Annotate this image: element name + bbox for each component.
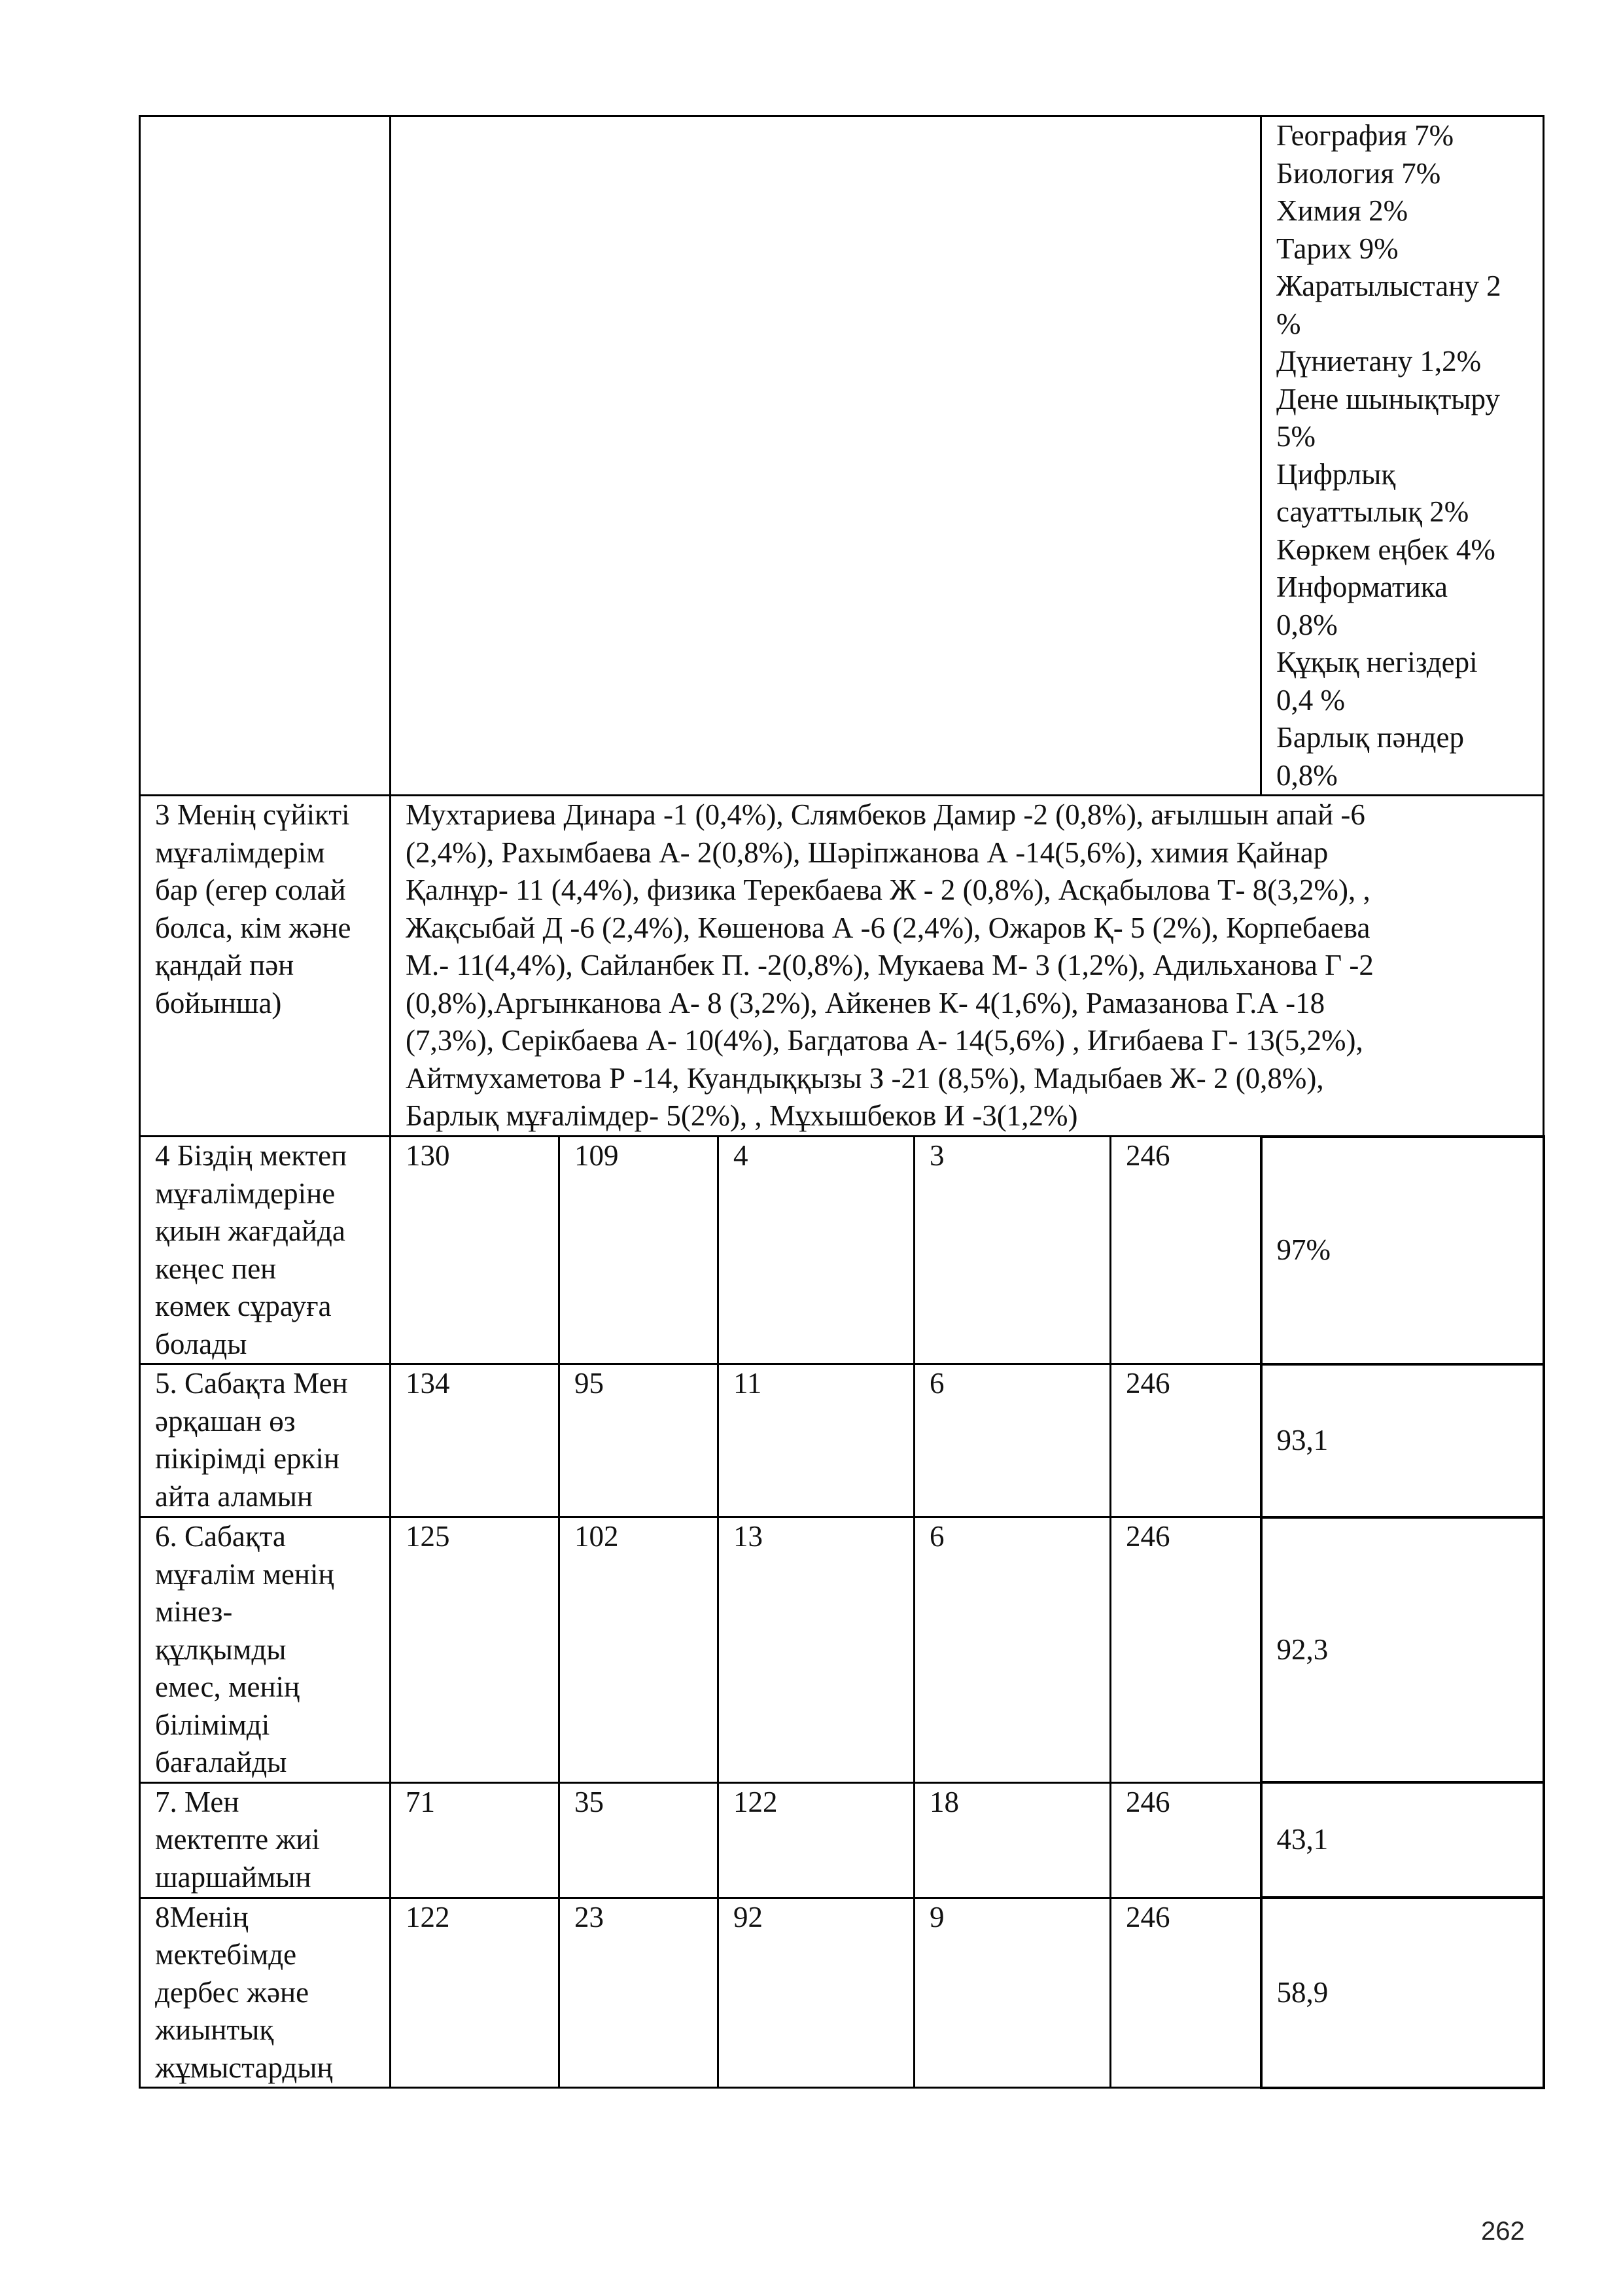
count-cell: 122 <box>391 1898 559 2088</box>
count-cell: 122 <box>718 1782 915 1898</box>
question-label-cell <box>140 1517 391 1783</box>
count-cell: 4 <box>718 1137 915 1364</box>
teacher-list-line: (2,4%), Рахымбаева А- 2(0,8%), Шәріпжанова А -14(5,6%), химия Қайнар <box>406 836 1329 869</box>
question-label-line: кеңес пен <box>155 1252 277 1285</box>
count-cell: 134 <box>391 1364 559 1517</box>
question-label-line: жиынтық <box>155 2013 274 2046</box>
subject-line: Дене шынықтыру <box>1276 382 1500 415</box>
count-cell: 23 <box>559 1898 718 2088</box>
count-cell: 246 <box>1111 1137 1261 1364</box>
teacher-list-line: Айтмухаметова Р -14, Куандыққызы З -21 (8,5%), Мадыбаев Ж- 2 (0,8%), <box>406 1061 1324 1095</box>
subject-line: 0,8% <box>1276 758 1338 792</box>
count-cell: 125 <box>391 1517 559 1783</box>
count-cell: 95 <box>559 1364 718 1517</box>
count-cell: 246 <box>1111 1364 1261 1517</box>
question-label-line: көмек сұрауға <box>155 1290 332 1322</box>
subject-line: 0,8% <box>1276 608 1338 641</box>
question-label-line: 4 Біздің мектеп <box>155 1139 347 1172</box>
question-label-cell <box>140 1782 391 1898</box>
count-cell: 6 <box>915 1517 1111 1783</box>
question-label-line: болса, кім және <box>155 911 351 944</box>
question-3-row <box>140 796 1544 1137</box>
question-label-line: емес, менің <box>155 1670 300 1703</box>
subject-line: География 7% <box>1276 119 1454 152</box>
count-cell: 246 <box>1111 1898 1261 2088</box>
teacher-list-line: Қалнұр- 11 (4,4%), физика Терекбаева Ж - 2 (0,8%), Асқабылова Т- 8(3,2%), , <box>406 874 1370 906</box>
subjects-percent-cell <box>1261 116 1544 796</box>
subject-line: Цифрлық <box>1276 457 1396 491</box>
count-cell: 13 <box>718 1517 915 1783</box>
subject-line: Дүниетану 1,2% <box>1276 345 1482 378</box>
empty-cell <box>391 116 1261 796</box>
subject-line: сауаттылық 2% <box>1276 495 1469 528</box>
question-label-line: 8Менің <box>155 1900 249 1934</box>
teacher-list-line: (7,3%), Серікбаева А- 10(4%), Багдатова А- 14(5,6%) , Игибаева Г- 13(5,2%), <box>406 1024 1363 1057</box>
count-cell: 102 <box>559 1517 718 1783</box>
question-label-line: пікірімді еркін <box>155 1442 340 1475</box>
teacher-list-line: М.- 11(4,4%), Сайланбек П. -2(0,8%), Мукаева М- 3 (1,2%), Адильханова Г -2 <box>406 949 1374 981</box>
question-label-line: 6. Сабақта <box>155 1520 286 1553</box>
count-cell: 92 <box>718 1898 915 2088</box>
percent-cell: 92,3 <box>1261 1517 1544 1783</box>
subject-line: 0,4 % <box>1276 683 1345 716</box>
table-row <box>140 1364 1544 1517</box>
subject-line: % <box>1276 307 1301 340</box>
favorite-teachers-cell <box>391 796 1544 1137</box>
subject-line: Информатика <box>1276 571 1448 603</box>
percent-cell: 43,1 <box>1261 1782 1544 1898</box>
subjects-row <box>140 116 1544 796</box>
count-cell: 246 <box>1111 1782 1261 1898</box>
question-label-line: мұғалімдеріне <box>155 1176 336 1210</box>
question-label-line: мұғалім менің <box>155 1557 334 1591</box>
question-label-line: шаршаймын <box>155 1860 311 1894</box>
question-label-line: құлқымды <box>155 1633 287 1666</box>
question-label-cell <box>140 796 391 1137</box>
teacher-list-line: Мухтариева Динара -1 (0,4%), Слямбеков Дамир -2 (0,8%), ағылшын апай -6 <box>406 798 1365 831</box>
question-label-line: қандай пән <box>155 949 294 981</box>
subject-line: Жаратылыстану 2 <box>1276 270 1501 302</box>
count-cell: 6 <box>915 1364 1111 1517</box>
question-label-line: 7. Мен <box>155 1785 239 1818</box>
question-label-line: қиын жағдайда <box>155 1214 345 1247</box>
question-label-line: мұғалімдерім <box>155 836 325 869</box>
question-label-line: 5. Сабақта Мен <box>155 1367 348 1400</box>
count-cell: 35 <box>559 1782 718 1898</box>
survey-results-table <box>139 115 1545 2089</box>
table-row <box>140 1517 1544 1783</box>
empty-cell <box>140 116 391 796</box>
question-label-line: бойынша) <box>155 986 282 1019</box>
question-label-line: болады <box>155 1327 247 1360</box>
question-label-line: мектебімде <box>155 1938 297 1971</box>
question-label-line: бар (егер солай <box>155 874 346 906</box>
count-cell: 3 <box>915 1137 1111 1364</box>
question-label-line: мінез- <box>155 1595 233 1628</box>
question-label-line: әрқашан өз <box>155 1404 296 1438</box>
question-label-line: жұмыстардың <box>155 2051 333 2084</box>
teacher-list-line: (0,8%),Аргынканова А- 8 (3,2%), Айкенев К- 4(1,6%), Рамазанова Г.А -18 <box>406 986 1325 1019</box>
subject-line: 5% <box>1276 420 1316 453</box>
subject-line: Құқық негіздері <box>1276 646 1478 679</box>
question-label-line: мектепте жиі <box>155 1823 321 1856</box>
question-label-cell <box>140 1137 391 1364</box>
question-label-line: дербес және <box>155 1975 309 2009</box>
question-label-line: білімімді <box>155 1708 270 1741</box>
subject-line: Көркем еңбек 4% <box>1276 533 1495 566</box>
count-cell: 71 <box>391 1782 559 1898</box>
question-label-line: айта аламын <box>155 1479 313 1513</box>
question-label-cell <box>140 1898 391 2088</box>
count-cell: 246 <box>1111 1517 1261 1783</box>
count-cell: 18 <box>915 1782 1111 1898</box>
subject-line: Химия 2% <box>1276 194 1408 227</box>
percent-cell: 97% <box>1261 1137 1544 1364</box>
subject-line: Биология 7% <box>1276 156 1441 190</box>
count-cell: 130 <box>391 1137 559 1364</box>
page-number: 262 <box>1481 2217 1525 2246</box>
question-label-line: 3 Менің сүйікті <box>155 798 350 831</box>
table-row <box>140 1898 1544 2088</box>
percent-cell: 93,1 <box>1261 1364 1544 1517</box>
subject-line: Тарих 9% <box>1276 232 1399 265</box>
subject-line: Барлық пәндер <box>1276 721 1465 754</box>
question-label-line: бағалайды <box>155 1746 287 1778</box>
teacher-list-line: Жақсыбай Д -6 (2,4%), Көшенова А -6 (2,4%), Ожаров Қ- 5 (2%), Корпебаева <box>406 911 1370 944</box>
count-cell: 11 <box>718 1364 915 1517</box>
table-row <box>140 1782 1544 1898</box>
count-cell: 9 <box>915 1898 1111 2088</box>
question-label-cell <box>140 1364 391 1517</box>
count-cell: 109 <box>559 1137 718 1364</box>
teacher-list-line: Барлық мұғалімдер- 5(2%), , Мұхышбеков И -3(1,2%) <box>406 1099 1078 1132</box>
table-row <box>140 1137 1544 1364</box>
percent-cell: 58,9 <box>1261 1898 1544 2088</box>
